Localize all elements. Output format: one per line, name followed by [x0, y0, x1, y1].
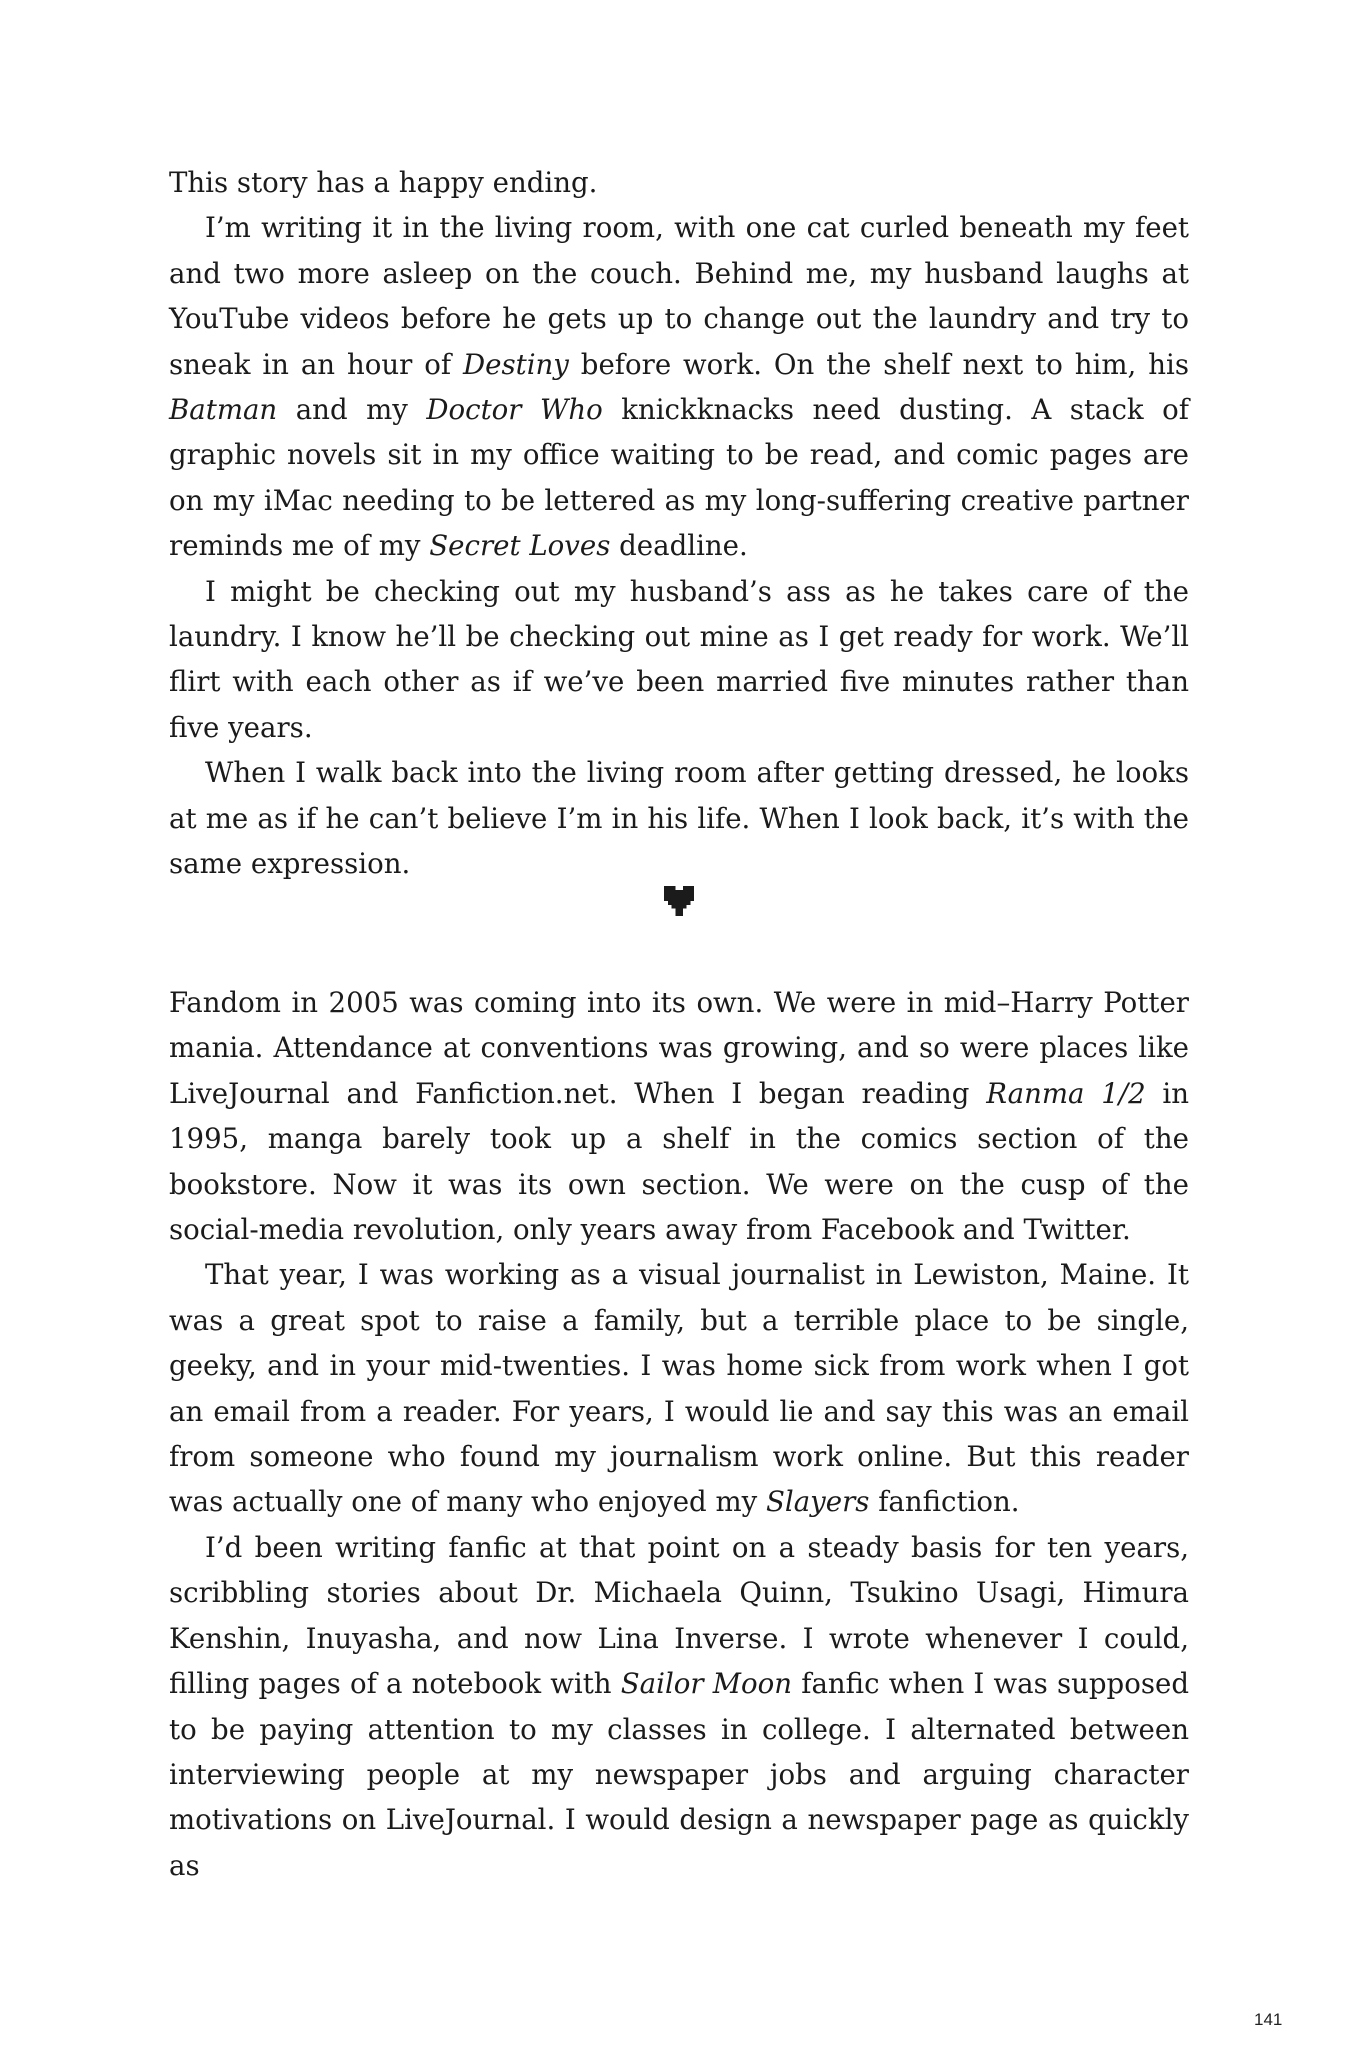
paragraph-text: I’d been writing fanfic at that point on a steady basis for ten years, scribbling stories about Dr. Michaela Quinn, Tsukino Usagi, Himura Kenshin, Inuyasha, and now Lina Inverse. I wrote whenever I could, filling pages of a notebook with [169, 1530, 1189, 1701]
paragraph-text: deadline. [610, 529, 748, 563]
paragraph [169, 569, 1189, 751]
page-number: 141 [1254, 2010, 1283, 2029]
paragraph-text: I’m writing it in the living room, with one cat curled beneath my feet and two more asleep on the couch. Behind me, my husband laughs at YouTube videos before he gets up to change out the laundry and try to sneak in an hour of [169, 211, 1189, 381]
paragraph [169, 980, 1189, 1252]
paragraph [169, 205, 1189, 568]
section-two [169, 980, 1189, 1888]
pixel-heart-icon [664, 885, 694, 917]
paragraph-text: Fandom in 2005 was coming into its own. We were in mid–Harry Potter mania. Attendance at conventions was growing, and so were places like LiveJournal and Fanfiction.net. When I began reading [169, 986, 1189, 1110]
section-one [169, 160, 1189, 887]
title-italic: Doctor Who [426, 393, 603, 427]
paragraph-text: When I walk back into the living room after getting dressed, he looks at me as if he can’t believe I’m in his life. When I look back, it’s with the same expression. [169, 756, 1189, 881]
title-italic: Destiny [463, 347, 569, 381]
title-italic: Slayers [765, 1485, 870, 1519]
paragraph-text: That year, I was working as a visual journalist in Lewiston, Maine. It was a great spot to raise a family, but a terrible place to be single, geeky, and in your mid-twenties. I was home sick from work when I got an email from a reader. For years, I would lie and say this was an email from someone who found my journalism work online. But this reader was actually one of many who enjoyed my [169, 1258, 1189, 1519]
paragraph-text: in 1995, manga barely took up a shelf in the comics section of the bookstore. Now it was its own section. We were on the cusp of the social-media revolution, only years away from Facebook and Twitter. [169, 1076, 1189, 1247]
title-italic: Batman [169, 393, 278, 427]
paragraph-text: before work. On the shelf next to him, his [568, 347, 1189, 381]
title-italic: Ranma 1/2 [986, 1076, 1146, 1110]
paragraph-text: fanfiction. [869, 1485, 1020, 1519]
paragraph-text: and my [277, 393, 427, 427]
paragraph [169, 160, 1189, 205]
paragraph [169, 1252, 1189, 1524]
title-italic: Sailor Moon [620, 1667, 793, 1701]
paragraph-text: fanfic when I was supposed to be paying attention to my classes in college. I alternated between interviewing people at my newspaper jobs and arguing character motivations on LiveJournal. I would design a newspaper page as quickly as [169, 1667, 1189, 1882]
paragraph-text: knickknacks need dusting. A stack of graphic novels sit in my office waiting to be read, and comic pages are on my iMac needing to be lettered as my long-suffering creative partner reminds me of my [169, 393, 1189, 563]
title-italic: Secret Loves [429, 529, 611, 563]
paragraph-text: This story has a happy ending. [169, 166, 598, 199]
paragraph [169, 750, 1189, 886]
paragraph [169, 1525, 1189, 1888]
paragraph-text: I might be checking out my husband’s ass as he takes care of the laundry. I know he’ll be checking out mine as I get ready for work. We’ll flirt with each other as if we’ve been married five minutes rather than five years. [169, 574, 1189, 744]
